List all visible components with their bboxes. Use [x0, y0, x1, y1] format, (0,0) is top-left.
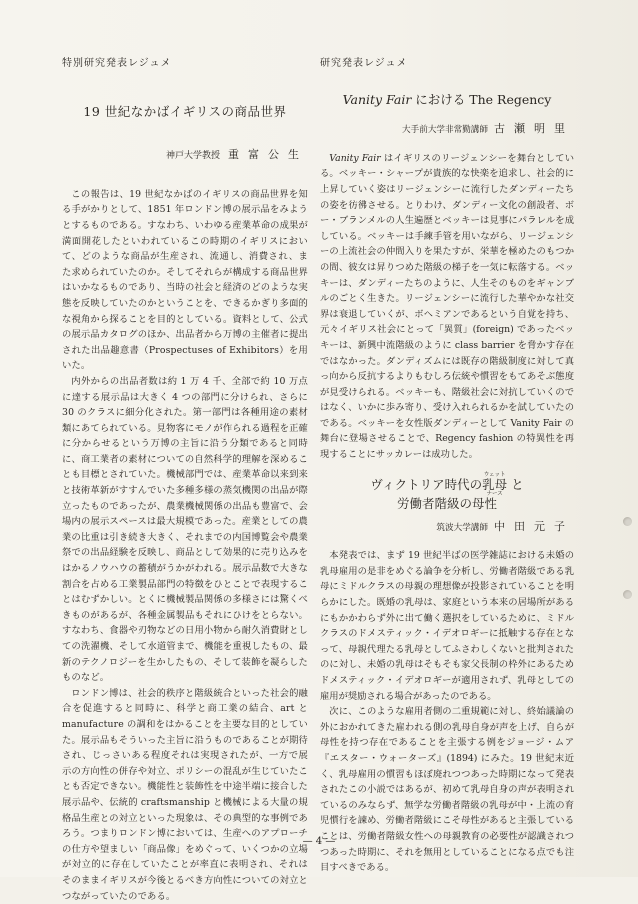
author-name: 中田元子 [494, 519, 574, 533]
article-body-commodity-world [62, 187, 308, 904]
section-label-special: 特別研究発表レジュメ [62, 58, 172, 69]
punch-hole [623, 590, 632, 599]
ruby-base: 乳母 [482, 476, 508, 492]
punch-hole [623, 517, 632, 526]
paragraph: はイギリスのリージェンシーを舞台としている。ベッキー・シャープが貴族的な快楽を追求し、社会的に上昇していく姿はリージェンシーに流行したダンディーたちの姿を彷彿させる。とりわけ、ダンディー文化の創設者、ボー・ブランメルの人生遍歴とベッキーは見事にパラレルを成している。ベッキーは手練手管を用いながら、リージェンシーの上流社会の仲間入りを果たすが、栄華を極めたのもつかの間、彼女は昇りつめた階級の梯子を一気に転落する。ベッキーは、ダンディーたちのように、人生そのものをギャンブルのごとく生きた。リージェンシーに流行した華やかな社交界は衰退していくが、ボヘミアンであるという自覚を持ち、元々イギリス社会にとって「異質」(foreign) であったベッキーは、新興中流階級のように class barrier を脅かす存在ではなかった。ダンディズムには既存の階級制度に対して真っ向から反抗するよりもむしろ伝統や慣習をもてあそぶ態度が見受けられる。ベッキーも、階級社会に対抗していくのではなく、いかに歩み寄り、受け入れられるかを試していたのである。ベッキーを女性版ダンディーとして Vanity Fair の舞台に登場させることで、Regency fashion の特異性を再現することにサッカレーは成功した。 [320, 152, 574, 461]
section-label-research: 研究発表レジュメ [320, 58, 408, 69]
author-name: 重富公生 [228, 148, 308, 162]
ruby-wet-nurse [482, 471, 508, 497]
lead-italic: Vanity Fair [329, 152, 381, 164]
article-title-vanity-fair [320, 92, 574, 108]
page-number: — 4 — [302, 836, 336, 847]
author-name: 古瀬明里 [494, 122, 574, 136]
author-affiliation: 筑波大学講師 [436, 522, 488, 533]
title-line1-post: と [511, 476, 524, 492]
paragraph: 内外からの出品者数は約 1 万 4 千、全部で約 10 万点に達する展示品は大きく 4 つの部門に分けられ、さらに 30 のクラスに細分化された。第一部門は各種用途の素材類にあてられている。見物客にモノが作られる過程を正確に分からせるという万博の主旨に沿う分類であると同時に、商工業者の素材についての自然科学的理解を深めることも目標とされていた。機械部門では、産業革命以来到来と技術革新がすすんでいた多種多様の蒸気機関の出品が際立ったものであったが、農業機械関係の出品も豊富で、会場内の展示スペースは最大規模であった。産業としての農業の比重は引き続き大きく、それまでの内国博覧会や農業祭での出品経験を反映し、商品として効果的に売り込みをはかるノウハウの蓄積がうかがわれる。展示品数で大きな割合を占める工業製品部門の特徴をひとことで表現することはむずかしい。とくに機械製品関係の多様さには驚くべきものがあるが、各種金属製品もそれにひけをとらない。すなわち、食器や刃物などの日用小物から耐久消費財としての洗濯機、そして水道管まで、機能を重視したもの、最新のテクノロジーを生かしたもの、そして装飾を凝らしたものなど。 [62, 375, 308, 684]
article-body-wet-nurse [320, 548, 574, 875]
right-column [320, 52, 574, 876]
article-title-commodity-world: 19 世紀なかばイギリスの商品世界 [83, 103, 287, 119]
left-column [62, 52, 308, 904]
paragraph: ロンドン博は、社会的秩序と階級統合といった社会的融合を促進すると同時に、科学と商工業の結合、art と manufacture の調和をはかることを主要な目的としていた。展示品もそういった主旨に沿うものであることが期待され、じっさいある程度それは実現されたが、一方で展示の方向性の併存や対立、ポリシーの混乱が生じていたことも否定できない。機能性と装飾性を中途半端に接合した展示品や、伝統的 craftsmanship と機械による大量の規格品生産との対立といった現象は、その典型的な事例であろう。つまりロンドン博においては、生産へのアプローチの仕方や望ましい「商品像」をめぐって、いくつかの立場が対立的に存在していたことが率直に表明され、それはそのままイギリスが今後とるべき方向性についての対立とつながっていたのである。 [62, 687, 308, 902]
paragraph: 本発表では、まず 19 世紀半ばの医学雑誌における未婚の乳母雇用の是非をめぐる論争を分析し、労働者階級である乳母にミドルクラスの母親の理想像が投影されていることを明らかにした。既婚の乳母は、家庭という本来の居場所があるにもかかわらず外に出て働く選択をしているために、ミドルクラスのドメスティック・イデオロギーに抵触する存在となって、母親代理たる乳母としてふさわしくないと批判されたのに対し、未婚の乳母はそもそも家父長制の枠外にあるためドメスティック・イデオロギーが適用されず、乳母としての雇用が奨励される場合があったのである。 [320, 550, 574, 702]
author-affiliation: 神戸大学教授 [165, 151, 220, 162]
article-title-wet-nurse [320, 471, 574, 513]
title-line2: 労働者階級の母性 [396, 495, 497, 511]
author-line-furuse [320, 121, 574, 139]
author-line-nakata [320, 519, 574, 537]
ruby-text: ウェットナース [483, 471, 506, 497]
title-rest: における The Regency [411, 91, 552, 107]
title-line1-pre: ヴィクトリア時代の [370, 476, 483, 492]
paragraph: この報告は、19 世紀なかばのイギリスの商品世界を知る手がかりとして、1851 年ロンドン博の展示品をみようとするものである。すなわち、いわゆる産業革命の成果が満面開花したといわれているこの時期のイギリスにおいて、どのような商品が生産され、流通し、消費され、また求められていたのか。そしてそれらが構成する商品世界はいかなるものであり、当時の社会と経済のどのような実態を反映していたのかということを、できるかぎり多面的な視角から探ることを目的としている。資料として、公式の展示品カタログのほか、出品者から万博の主催者に提出された出品趣意書（Prospectuses of Exhibitors）を用いた。 [62, 188, 308, 372]
author-affiliation: 大手前大学非常勤講師 [402, 125, 488, 136]
title-italic-part: Vanity Fair [342, 91, 412, 107]
paragraph: 次に、このような雇用者側の二重規範に対し、終始議論の外におかれてきた雇われる側の乳母自身が声を上げ、自らが母性を持つ存在であることを主張する例をジョージ・ムア『エスター・ウォーターズ』(1894) にみた。19 世紀末近く、乳母雇用の慣習もほぼ廃れつつあった時期になって発表されたこの小説ではあるが、初めて乳母自身の声が表明されているのみならず、無学な労働者階級の乳母が中・上流の育児慣行を諫め、労働者階級にこそ母性があると主張していることは、労働者階級女性への母親教育の必要性が認識されつつあった時期に、それを無用としていることになる点でも注目すべきである。 [320, 706, 574, 874]
author-line-shigetomi [62, 147, 308, 165]
article-body-vanity-fair [320, 151, 574, 463]
